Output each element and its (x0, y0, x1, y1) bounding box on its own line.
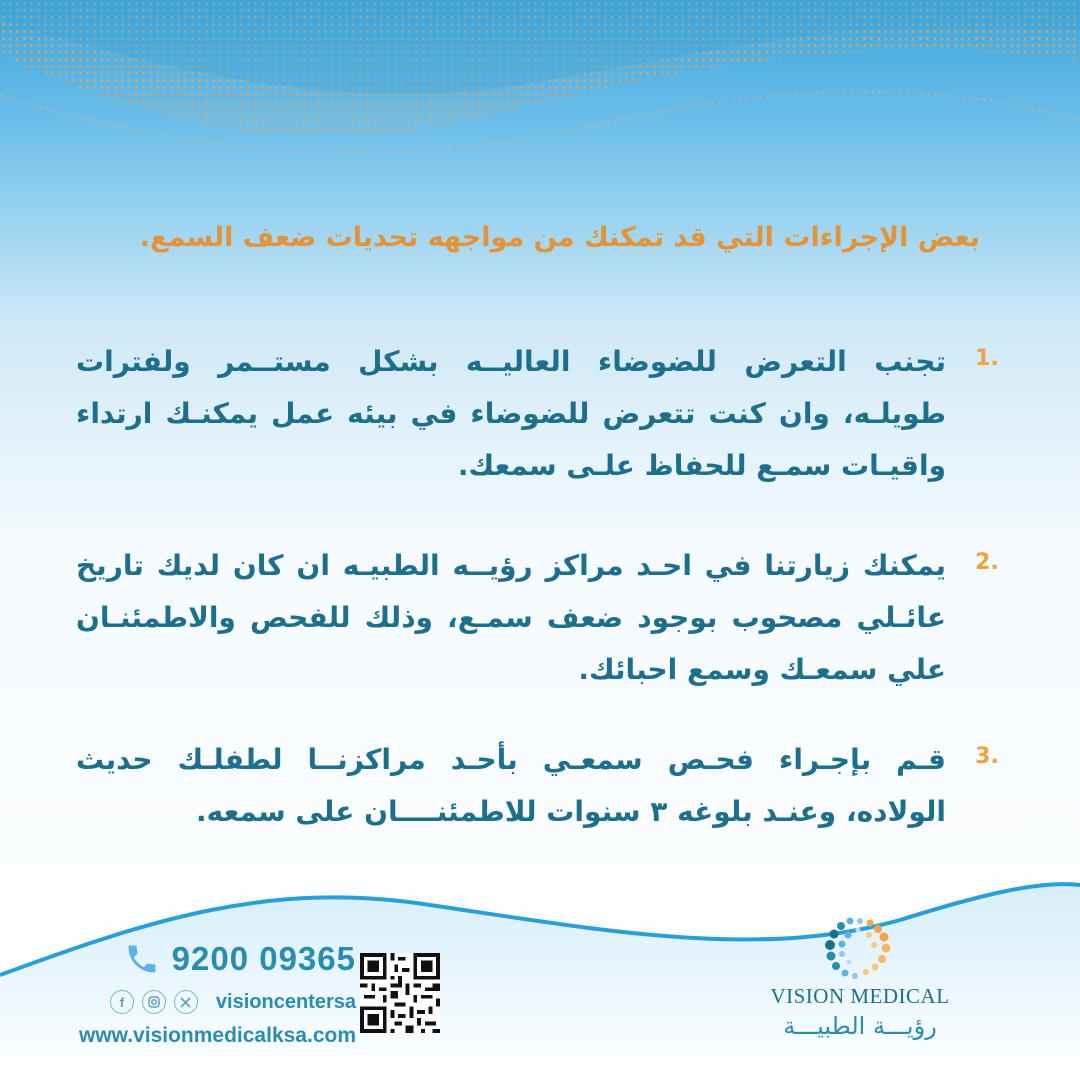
page-title: بعض الإجراءات التي قد تمكنك من مواجهه تحديات ضعف السمع. (139, 222, 980, 253)
social-row (56, 990, 356, 1014)
phone-row (56, 940, 356, 978)
contact-block (56, 940, 356, 1048)
list-item-1 (62, 336, 1002, 492)
phone-icon (124, 941, 160, 977)
list-item-2 (62, 540, 1002, 696)
facebook-icon[interactable]: f (110, 990, 134, 1014)
qr-code-icon (360, 953, 440, 1033)
social-handle[interactable]: visioncentersa (215, 990, 356, 1013)
website-link[interactable]: www.visionmedicalksa.com (79, 1024, 356, 1047)
instagram-icon[interactable] (142, 990, 166, 1014)
brand-name-ar: رؤيـــة الطبيـــة (783, 1012, 937, 1040)
list-item-text: قـم بإجـراء فحـص سمعـي بأحـد مراكزنــا لطفلـك حديث الولاده، وعنـد بلوغه ٣ سنوات للاطمئنــــان على سمعه. (76, 743, 946, 828)
list-item-number: 2. (975, 550, 999, 575)
list-item-number: 1. (975, 346, 999, 371)
phone-number[interactable]: 9200 09365 (171, 940, 356, 977)
brand-name-en: VISION MEDICAL (770, 984, 950, 1008)
x-icon[interactable] (174, 990, 198, 1014)
list-item-3 (62, 734, 1002, 838)
vision-medical-logo-icon (820, 915, 900, 983)
list-item-number: 3. (975, 744, 999, 769)
list-item-text: يمكنك زيارتنا في احـد مراكز رؤيــه الطبيـه ان كان لديك تاريخ عائـلي مصحوب بوجود ضعف سمـع، وذلك للفحص والاطمئنـان علي سمعـك وسمع احبائك. (76, 549, 946, 686)
list-item-text: تجنب التعرض للضوضاء العاليــه بشكل مستــمر ولفترات طويلـه، وان كنت تتعرض للضوضاء في بيئه عمل يمكنـك ارتداء واقيـات سمـع للحفاظ علـى سمعك. (76, 345, 946, 482)
